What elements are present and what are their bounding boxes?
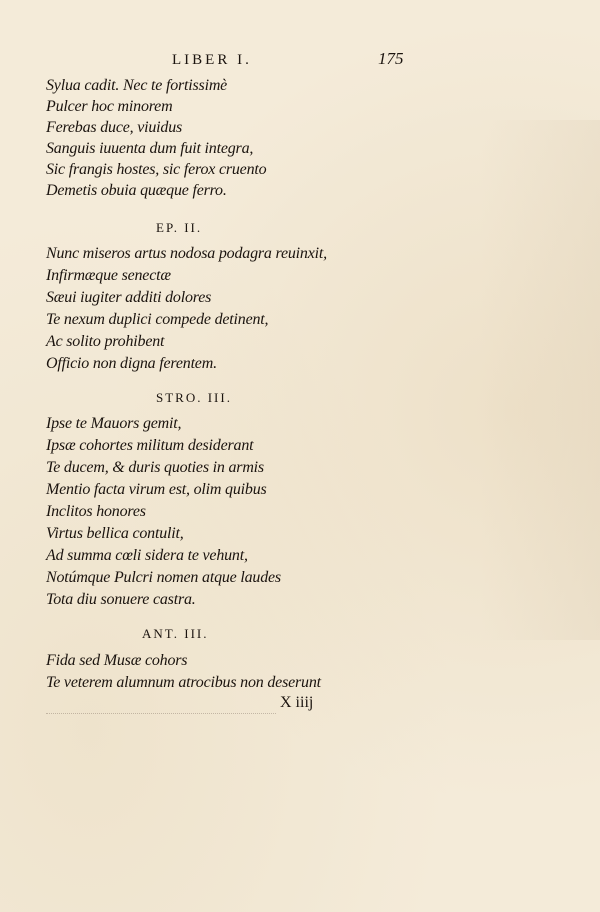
verse-line: Sylua cadit. Nec te fortissimè	[46, 77, 228, 94]
section-heading: ANT. III.	[142, 626, 209, 641]
verse-line: Notúmque Pulcri nomen atque laudes	[46, 569, 281, 586]
verse-line: Ferebas duce, viuidus	[46, 119, 183, 136]
paper-bleed-through	[480, 120, 600, 640]
verse-line: Virtus bellica contulit,	[46, 525, 184, 542]
verse-line: Te nexum duplici compede detinent,	[46, 311, 269, 328]
verse-line: Infirmæque senectæ	[46, 267, 171, 284]
verse-line: Sanguis iuuenta dum fuit integra,	[46, 140, 254, 157]
page-number: 175	[378, 49, 404, 68]
faint-rule	[46, 713, 276, 714]
verse-line: Ipsæ cohortes militum desiderant	[46, 437, 254, 454]
section-heading: EP. II.	[156, 220, 203, 235]
verse-line: Fida sed Musæ cohors	[46, 652, 188, 669]
section-heading: STRO. III.	[156, 390, 232, 405]
verse-line: Te ducem, & duris quoties in armis	[46, 459, 264, 476]
signature-mark: X iiij	[280, 694, 314, 711]
verse-line: Tota diu sonuere castra.	[46, 591, 196, 608]
verse-line: Demetis obuia quæque ferro.	[46, 182, 227, 199]
verse-line: Ad summa cœli sidera te vehunt,	[46, 547, 248, 564]
verse-line: Te veterem alumnum atrocibus non deserunt	[46, 674, 321, 691]
verse-line: Inclitos honores	[46, 503, 146, 520]
verse-line: Ipse te Mauors gemit,	[46, 415, 182, 432]
verse-line: Pulcer hoc minorem	[46, 98, 173, 115]
verse-line: Ac solito prohibent	[46, 333, 165, 350]
verse-line: Sic frangis hostes, sic ferox cruento	[46, 161, 267, 178]
running-head: LIBER I.	[172, 52, 252, 68]
verse-line: Mentio facta virum est, olim quibus	[46, 481, 267, 498]
verse-line: Sæui iugiter additi dolores	[46, 289, 212, 306]
verse-line: Officio non digna ferentem.	[46, 355, 217, 372]
verse-line: Nunc miseros artus nodosa podagra reuinxit,	[46, 245, 327, 262]
